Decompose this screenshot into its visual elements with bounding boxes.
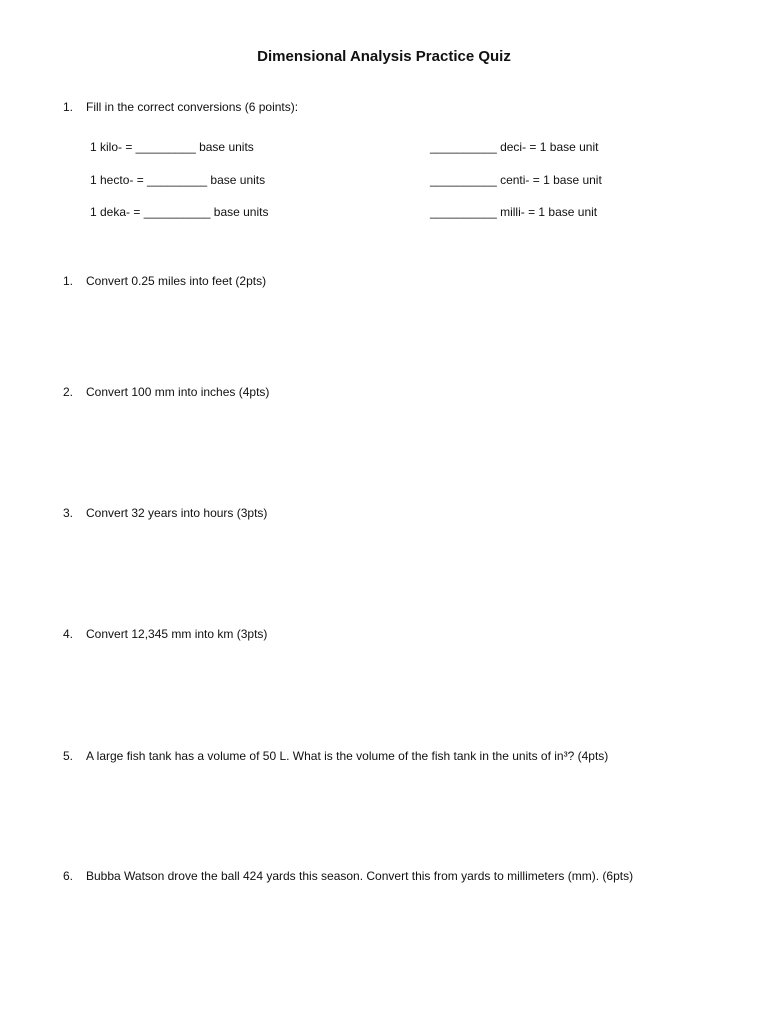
question-number: 6. xyxy=(63,869,74,883)
question-text: Convert 32 years into hours (3pts) xyxy=(86,506,268,520)
conversion-deci: __________ deci- = 1 base unit xyxy=(430,140,599,154)
question-number: 2. xyxy=(63,385,74,399)
question-item xyxy=(63,748,608,764)
question-number: 5. xyxy=(63,749,74,763)
question-item xyxy=(63,626,267,642)
question-number: 3. xyxy=(63,506,74,520)
conversion-hecto: 1 hecto- = _________ base units xyxy=(90,173,266,187)
question-text: Convert 12,345 mm into km (3pts) xyxy=(86,627,268,641)
question-number: 1. xyxy=(63,100,74,114)
conversion-deka: 1 deka- = __________ base units xyxy=(90,205,269,219)
question-item xyxy=(63,384,269,400)
question-number: 1. xyxy=(63,274,74,288)
conversion-centi: __________ centi- = 1 base unit xyxy=(430,173,602,187)
question-item xyxy=(63,505,267,521)
question-text: Bubba Watson drove the ball 424 yards this season. Convert this from yards to millimeters (mm). (6pts) xyxy=(86,869,634,883)
question-text: Convert 100 mm into inches (4pts) xyxy=(86,385,270,399)
page-title: Dimensional Analysis Practice Quiz xyxy=(257,48,511,65)
question-text: Convert 0.25 miles into feet (2pts) xyxy=(86,274,267,288)
question-text: Fill in the correct conversions (6 points): xyxy=(86,100,299,114)
question-number: 4. xyxy=(63,627,74,641)
question-item xyxy=(63,273,266,289)
question-text: A large fish tank has a volume of 50 L. What is the volume of the fish tank in the units of in³? (4pts) xyxy=(86,749,609,763)
conversion-kilo: 1 kilo- = _________ base units xyxy=(90,140,254,154)
question-item xyxy=(63,868,633,884)
intro-question xyxy=(63,99,298,115)
conversion-milli: __________ milli- = 1 base unit xyxy=(430,205,598,219)
